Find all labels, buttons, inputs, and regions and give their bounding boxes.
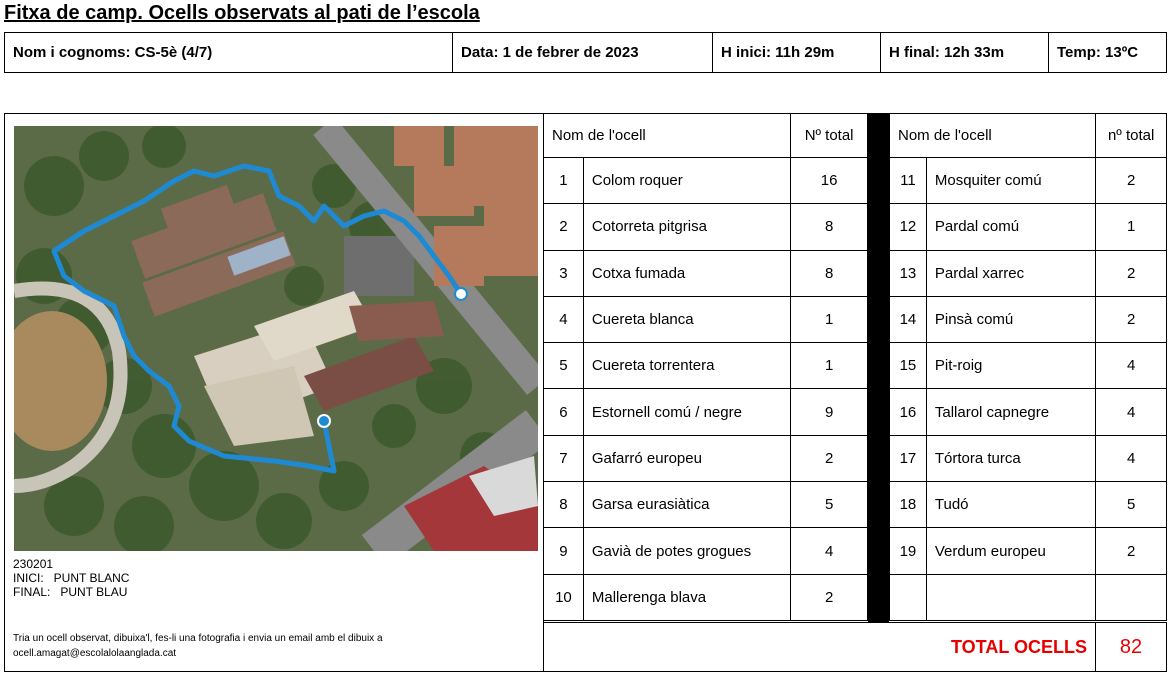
aerial-map-drawing (14, 126, 538, 551)
table-row (890, 528, 1167, 574)
total-value: 82 (1119, 635, 1143, 658)
start-point-white (455, 288, 467, 300)
bird-total: 2 (1096, 296, 1167, 342)
end-point-blue (318, 415, 330, 427)
bird-total: 1 (791, 296, 868, 342)
bird-total: 2 (1096, 528, 1167, 574)
bird-name: Pardal xarrec (926, 250, 1095, 296)
table-header-row (544, 114, 868, 158)
column-header-total: nº total (1096, 114, 1167, 158)
column-header-total: Nº total (791, 114, 868, 158)
table-row (544, 296, 868, 342)
bird-name: Mosquiter comú (926, 158, 1095, 204)
bird-total: 2 (791, 435, 868, 481)
bird-name: Garsa eurasiàtica (583, 482, 790, 528)
bird-name: Cotxa fumada (583, 250, 790, 296)
bird-name: Gafarró europeu (583, 435, 790, 481)
row-number: 10 (544, 574, 584, 620)
bird-total: 16 (791, 158, 868, 204)
header-row (4, 32, 1167, 73)
total-label: TOTAL OCELLS (950, 636, 1087, 657)
bird-total: 8 (791, 250, 868, 296)
date-field: Data: 1 de febrer de 2023 (453, 33, 713, 72)
bird-total: 8 (791, 204, 868, 250)
table-row (890, 343, 1167, 389)
temperature-field: Temp: 13ºC (1057, 44, 1139, 61)
table-row (890, 574, 1167, 620)
bird-name: Tudó (926, 482, 1095, 528)
map-caption (13, 557, 129, 599)
bird-total: 5 (1096, 482, 1167, 528)
bird-name: Mallerenga blava (583, 574, 790, 620)
name-field: Nom i cognoms: CS-5è (4/7) (5, 33, 453, 72)
table-row (544, 389, 868, 435)
table-row (890, 204, 1167, 250)
row-number: 17 (890, 435, 927, 481)
bird-name: Tallarol capnegre (926, 389, 1095, 435)
row-number: 1 (544, 158, 584, 204)
bird-name: Gavià de potes grogues (583, 528, 790, 574)
bird-name (926, 574, 1095, 620)
map-caption-code: 230201 (13, 557, 54, 571)
table-row (890, 296, 1167, 342)
row-number: 19 (890, 528, 927, 574)
page-title: Fitxa de camp. Ocells observats al pati de l’escola (4, 2, 480, 24)
row-number: 8 (544, 482, 584, 528)
table-row (890, 482, 1167, 528)
birds-table-right (889, 113, 1167, 621)
bird-total: 1 (791, 343, 868, 389)
bird-total: 4 (1096, 343, 1167, 389)
table-row (544, 574, 868, 620)
bird-total: 5 (791, 482, 868, 528)
bird-name: Estornell comú / negre (583, 389, 790, 435)
bird-total (1096, 574, 1167, 620)
table-header-row (890, 114, 1167, 158)
table-row (890, 389, 1167, 435)
table-row (544, 250, 868, 296)
row-number (890, 574, 927, 620)
bird-name: Pinsà comú (926, 296, 1095, 342)
table-row (890, 158, 1167, 204)
bird-total: 9 (791, 389, 868, 435)
table-row (544, 528, 868, 574)
bird-name: Verdum europeu (926, 528, 1095, 574)
table-row (544, 158, 868, 204)
table-row (544, 435, 868, 481)
bird-name: Cuereta blanca (583, 296, 790, 342)
row-number: 14 (890, 296, 927, 342)
row-number: 9 (544, 528, 584, 574)
row-number: 13 (890, 250, 927, 296)
bird-total: 2 (791, 574, 868, 620)
row-number: 18 (890, 482, 927, 528)
bird-total: 4 (1096, 389, 1167, 435)
total-row (543, 622, 1167, 672)
start-time-field: H inici: 11h 29m (713, 33, 881, 72)
row-number: 12 (890, 204, 927, 250)
table-divider-bar (868, 113, 889, 623)
column-header-name: Nom de l'ocell (544, 114, 791, 158)
table-row (544, 482, 868, 528)
bird-name: Pardal comú (926, 204, 1095, 250)
bird-name: Cuereta torrentera (583, 343, 790, 389)
map-caption-start: INICI: PUNT BLANC (13, 571, 130, 585)
row-number: 6 (544, 389, 584, 435)
bird-name: Colom roquer (583, 158, 790, 204)
bird-total: 2 (1096, 250, 1167, 296)
row-number: 4 (544, 296, 584, 342)
table-row (544, 204, 868, 250)
row-number: 11 (890, 158, 927, 204)
row-number: 16 (890, 389, 927, 435)
bird-total: 1 (1096, 204, 1167, 250)
bird-total: 4 (791, 528, 868, 574)
bird-name: Tórtora turca (926, 435, 1095, 481)
row-number: 3 (544, 250, 584, 296)
bird-total: 4 (1096, 435, 1167, 481)
row-number: 15 (890, 343, 927, 389)
table-row (890, 250, 1167, 296)
map-panel (4, 113, 544, 672)
row-number: 2 (544, 204, 584, 250)
row-number: 7 (544, 435, 584, 481)
end-time-field: H final: 12h 33m (881, 33, 1049, 72)
table-row (544, 343, 868, 389)
bird-total: 2 (1096, 158, 1167, 204)
table-row (890, 435, 1167, 481)
bird-name: Cotorreta pitgrisa (583, 204, 790, 250)
column-header-name: Nom de l'ocell (890, 114, 1096, 158)
bird-name: Pit-roig (926, 343, 1095, 389)
instructions-text: Tria un ocell observat, dibuixa'l, fes-li una fotografia i envia un email amb el dibuix a ocell.amagat@escolalolaanglada.cat (13, 633, 383, 659)
birds-table-left (543, 113, 868, 621)
map-caption-end: FINAL: PUNT BLAU (13, 585, 128, 599)
aerial-map-image (14, 126, 538, 551)
row-number: 5 (544, 343, 584, 389)
